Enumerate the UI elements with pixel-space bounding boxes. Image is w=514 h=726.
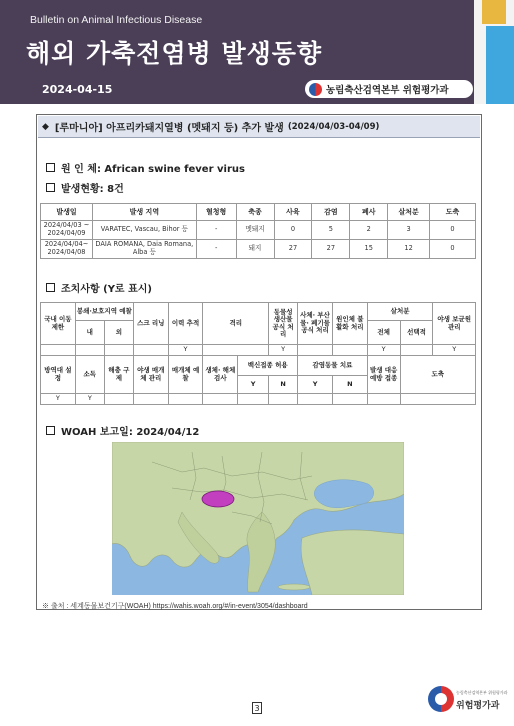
table-cell: 2024/04/04~ 2024/04/08: [41, 240, 93, 259]
status-label: 발생현황: 8건: [61, 184, 124, 195]
measure-subheader: N: [269, 376, 298, 394]
agency-logo-icon: [428, 686, 454, 712]
header-banner: [0, 0, 514, 104]
table-header: 폐사: [350, 204, 388, 221]
table-cell: 2024/04/03 ~ 2024/04/09: [41, 221, 93, 240]
table-cell: VARATEC, Vascau, Bihor 등: [92, 221, 196, 240]
table-cell: 2: [350, 221, 388, 240]
outbreak-map: [112, 442, 404, 595]
measures-header-row-2: [41, 356, 476, 376]
measures-label: 조치사항 (Y로 표시): [61, 284, 152, 295]
table-cell: -: [196, 240, 236, 259]
corner-blue-block: [486, 26, 514, 104]
measure-value: Y: [433, 345, 476, 356]
table-cell: 0: [274, 221, 312, 240]
measure-header: 스크 리닝: [133, 303, 168, 345]
measures-line: [46, 280, 152, 295]
table-header: 감염: [312, 204, 350, 221]
measure-header: 살처분: [367, 303, 433, 321]
measure-header: 야생 매개체 관리: [133, 356, 168, 394]
table-cell: 5: [312, 221, 350, 240]
measure-header: 원인체 불활화 처리: [332, 303, 367, 345]
romania-outbreak-region-marker: [202, 491, 234, 507]
table-header: 사육: [274, 204, 312, 221]
outbreak-table: [40, 203, 476, 259]
bulletin-subtitle: Bulletin on Animal Infectious Disease: [30, 14, 203, 26]
table-header: 살처분: [388, 204, 430, 221]
pathogen-line: [46, 160, 245, 175]
measure-value: Y: [168, 345, 203, 356]
table-cell: 멧돼지: [236, 221, 274, 240]
measure-header: 봉쇄·보호지역 예찰: [75, 303, 133, 321]
bulletin-title: 해외 가축전염병 발생동향: [26, 39, 323, 68]
measure-value: Y: [41, 394, 76, 405]
measure-subheader: 내: [75, 321, 104, 345]
table-header: 발생 지역: [92, 204, 196, 221]
measures-value-row-2: [41, 394, 476, 405]
corner-decoration: [474, 0, 514, 104]
measure-value: Y: [269, 345, 298, 356]
checkbox-bullet-icon: [46, 163, 55, 172]
europe-map-graphic: [112, 442, 404, 595]
source-note: ※ 출처 : 세계동물보건기구(WOAH) https://wahis.woah.org/#/in-event/3054/dashboard: [42, 603, 308, 610]
topic-date-range: (2024/04/03-04/09): [287, 121, 380, 132]
corner-yellow-block: [482, 0, 506, 24]
measure-header: 백신접종 허용: [238, 356, 298, 376]
footer-org-small: 농림축산검역본부 위험평가과: [456, 690, 508, 695]
topic-title: [루마니아] 아프리카돼지열병 (멧돼지 등) 추가 발생: [54, 123, 284, 134]
measure-header: 야생 보균원 관리: [433, 303, 476, 345]
table-cell: 0: [430, 221, 476, 240]
table-header: 혈청형: [196, 204, 236, 221]
measure-subheader: N: [332, 376, 367, 394]
checkbox-bullet-icon: [46, 183, 55, 192]
measure-subheader: 외: [104, 321, 133, 345]
measure-value: Y: [75, 394, 104, 405]
issue-date: 2024-04-15: [42, 83, 113, 96]
table-cell: DAIA ROMANA, Daia Romana, Alba 등: [92, 240, 196, 259]
status-line: [46, 180, 124, 195]
table-cell: 27: [312, 240, 350, 259]
table-header: 축종: [236, 204, 274, 221]
table-cell: 27: [274, 240, 312, 259]
measure-subheader: Y: [238, 376, 269, 394]
table-cell: -: [196, 221, 236, 240]
table-header: 도축: [430, 204, 476, 221]
anatolia: [301, 530, 404, 595]
measure-header: 방역대 설정: [41, 356, 76, 394]
crete: [278, 584, 310, 590]
table-cell: 0: [430, 240, 476, 259]
checkbox-bullet-icon: [46, 426, 55, 435]
page-number: 3: [252, 702, 262, 714]
measure-header: 격리: [203, 303, 269, 345]
footer-org-name: 위험평가과: [456, 701, 500, 711]
topic-heading: [38, 116, 480, 138]
measure-header: 매개체 예찰: [168, 356, 203, 394]
table-cell: 3: [388, 221, 430, 240]
measure-header: 감염동물 치료: [298, 356, 368, 376]
measure-header: 도축: [400, 356, 475, 394]
measure-subheader: 선택적: [400, 321, 433, 345]
diamond-bullet-icon: ◆: [42, 121, 49, 132]
measure-header: 이력 추적: [168, 303, 203, 345]
measure-subheader: 전체: [367, 321, 400, 345]
table-cell: 12: [388, 240, 430, 259]
measure-header: 발생 대응 예방 접종: [367, 356, 400, 394]
measures-header-row: [41, 303, 476, 321]
org-badge: [305, 80, 473, 98]
table-cell: 15: [350, 240, 388, 259]
table-row: [41, 221, 476, 240]
measure-header: 국내 이동 제한: [41, 303, 76, 345]
pathogen-label: 원 인 체: African swine fever virus: [61, 164, 245, 175]
table-row: [41, 240, 476, 259]
table-header-row: [41, 204, 476, 221]
measure-header: 생체· 해체 검사: [203, 356, 238, 394]
measure-header: 사체· 부산물· 폐기물 공식 처리: [298, 303, 333, 345]
measure-header: 동물성 생산물 공식 처리: [269, 303, 298, 345]
measures-value-row: [41, 345, 476, 356]
table-cell: 돼지: [236, 240, 274, 259]
table-header: 발생일: [41, 204, 93, 221]
measure-header: 해충 구제: [104, 356, 133, 394]
black-sea: [314, 480, 373, 508]
checkbox-bullet-icon: [46, 283, 55, 292]
measure-subheader: Y: [298, 376, 333, 394]
measure-header: 소독: [75, 356, 104, 394]
woah-line: [46, 423, 199, 438]
measure-value: Y: [367, 345, 400, 356]
woah-label: WOAH 보고일: 2024/04/12: [61, 427, 200, 438]
org-name: 농림축산검역본부 위험평가과: [326, 85, 449, 96]
agency-logo-icon: [309, 83, 322, 96]
measures-table: [40, 302, 476, 405]
